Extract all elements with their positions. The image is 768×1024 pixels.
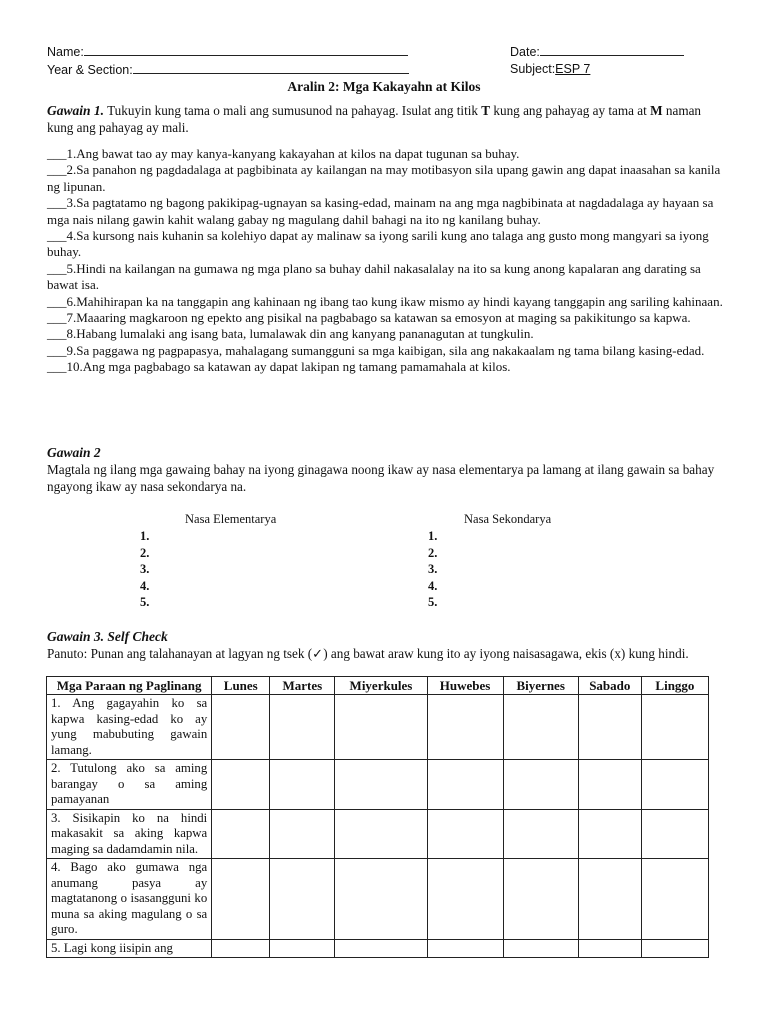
year-section-field[interactable]: [47, 61, 409, 79]
check-cell[interactable]: [427, 695, 503, 760]
self-check-table: [46, 676, 709, 958]
list-number: 3.: [140, 562, 150, 576]
list-number: 3.: [428, 562, 438, 576]
gawain1-item: ___2.Sa panahon ng pagdadalaga at pagbibinata ay kailangan na may motibasyon sila upang gawin ang dapat inaasahan sa kanila ng lipunan.: [47, 162, 721, 194]
check-cell[interactable]: [503, 939, 578, 958]
name-label: Name:: [47, 45, 84, 59]
gawain1-item: ___5.Hindi na kailangan na gumawa ng mga plano sa buhay dahil nakasalalay na ito sa kung anong kapalaran ang darating sa bawat isa.: [47, 260, 701, 293]
subject-field: [510, 61, 590, 78]
list-number: 1.: [428, 529, 438, 543]
check-cell[interactable]: [427, 809, 503, 859]
gawain1-item: ___10.Ang mga pagbabago sa katawan ay dapat lakipan ng tamang pamamahala at kilos.: [47, 359, 511, 375]
col-elementarya-title: Nasa Elementarya: [185, 512, 277, 526]
check-cell[interactable]: [335, 809, 427, 859]
check-cell[interactable]: [503, 809, 578, 859]
check-cell[interactable]: [335, 760, 427, 810]
check-cell[interactable]: [427, 859, 503, 940]
check-cell[interactable]: [212, 695, 270, 760]
panuto-label: Panuto:: [47, 646, 88, 661]
letter-m: M: [650, 103, 663, 118]
check-cell[interactable]: [270, 760, 335, 810]
col-sekondarya-title: Nasa Sekondarya: [464, 512, 552, 526]
year-section-blank[interactable]: [133, 61, 409, 74]
check-cell[interactable]: [641, 859, 708, 940]
column-header: Sabado: [578, 677, 641, 695]
gawain3-panuto: [47, 646, 723, 661]
check-cell[interactable]: [641, 939, 708, 958]
row-statement: 2. Tutulong ako sa aming barangay o sa aming pamayanan: [47, 760, 212, 810]
gawain1-item: ___8.Habang lumalaki ang isang bata, lumalawak din ang kanyang pananagutan at tungkulin.: [47, 326, 534, 342]
letter-t: T: [481, 103, 491, 118]
gawain1-instruction-c: naman kung ang pahayag ay mali.: [47, 103, 702, 135]
gawain1-instruction: [47, 102, 723, 136]
list-number: 2.: [140, 545, 150, 560]
gawain1-instruction-b: kung ang pahayag ay tama at: [490, 103, 651, 118]
row-statement: 5. Lagi kong iisipin ang: [47, 939, 212, 958]
check-cell[interactable]: [270, 695, 335, 760]
name-field[interactable]: [47, 43, 408, 61]
column-header: Miyerkules: [335, 677, 427, 695]
gawain1-item: ___6.Mahihirapan ka na tanggapin ang kahinaan ng ibang tao kung ikaw mismo ay hindi kayang tanggapin ang sariling kahinaan.: [47, 293, 723, 309]
page-title: Aralin 2: Mga Kakayahn at Kilos: [287, 79, 481, 94]
subject-value: ESP 7: [555, 62, 591, 76]
check-cell[interactable]: [578, 939, 641, 958]
check-cell[interactable]: [641, 809, 708, 859]
gawain1-heading: Gawain 1.: [47, 103, 105, 118]
column-header: Mga Paraan ng Paglinang: [47, 677, 212, 695]
list-number: 5.: [428, 595, 438, 609]
check-cell[interactable]: [427, 939, 503, 958]
list-number: 5.: [140, 595, 150, 609]
check-cell[interactable]: [212, 760, 270, 810]
check-cell[interactable]: [335, 695, 427, 760]
gawain2-heading: Gawain 2: [47, 445, 101, 460]
gawain1-item: ___7.Maaaring magkaroon ng epekto ang pisikal na pagbabago sa katawan sa emosyon at maging sa pakikitungo sa kapwa.: [47, 310, 691, 326]
check-cell[interactable]: [335, 939, 427, 958]
list-number: 4.: [428, 578, 438, 593]
date-label: Date:: [510, 45, 540, 59]
gawain1-items: [47, 146, 723, 376]
name-blank[interactable]: [84, 43, 408, 56]
column-header: Biyernes: [503, 677, 578, 695]
check-cell[interactable]: [578, 809, 641, 859]
column-header: Linggo: [641, 677, 708, 695]
row-statement: 3. Sisikapin ko na hindi makasakit sa aking kapwa maging sa dadamdamin nila.: [47, 809, 212, 859]
check-cell[interactable]: [270, 859, 335, 940]
column-header: Lunes: [212, 677, 270, 695]
table-row: [47, 695, 709, 760]
check-cell[interactable]: [641, 695, 708, 760]
row-statement: 4. Bago ako gumawa nga anumang pasya ay magtatanong o isasangguni ko muna sa aking magulang o sa guro.: [47, 859, 212, 940]
check-cell[interactable]: [503, 859, 578, 940]
panuto-text: Punan ang talahanayan at lagyan ng tsek (✓) ang bawat araw kung ito ay iyong naisasagawa, ekis (x) kung hindi.: [87, 646, 689, 661]
check-cell[interactable]: [212, 939, 270, 958]
table-row: [47, 859, 709, 940]
row-statement: 1. Ang gagayahin ko sa kapwa kasing-edad ko ay yung mabubuting gawain lamang.: [47, 695, 212, 760]
gawain1-item: ___3.Sa pagtatamo ng bagong pakikipag-ugnayan sa kasing-edad, mainam na ang mga nagbibinata at nagdadalaga ay hayaan sa mga nais nilang gawin kahit walang gabay ng magulang dahil bahagi na ito ng kanilang buhay.: [47, 195, 714, 227]
check-cell[interactable]: [578, 859, 641, 940]
gawain1-instruction-a: Tukuyin kung tama o mali ang sumusunod na pahayag. Isulat ang titik: [104, 103, 482, 118]
table-row: [47, 939, 709, 958]
check-cell[interactable]: [270, 809, 335, 859]
check-cell[interactable]: [641, 760, 708, 810]
check-cell[interactable]: [503, 695, 578, 760]
list-number: 2.: [428, 545, 438, 560]
date-blank[interactable]: [540, 43, 684, 56]
elementarya-list: [140, 528, 149, 611]
year-section-label: Year & Section:: [47, 63, 133, 77]
check-cell[interactable]: [270, 939, 335, 958]
column-header: Martes: [270, 677, 335, 695]
check-cell[interactable]: [212, 859, 270, 940]
column-header: Huwebes: [427, 677, 503, 695]
gawain2-instruction: Magtala ng ilang mga gawaing bahay na iyong ginagawa noong ikaw ay nasa elementarya pa lamang at ilang gawain sa bahay ngayong ikaw ay nasa sekondarya na.: [47, 462, 715, 494]
list-number: 4.: [140, 578, 150, 593]
check-cell[interactable]: [335, 859, 427, 940]
gawain1-item: ___1.Ang bawat tao ay may kanya-kanyang kakayahan at kilos na dapat tugunan sa buhay.: [47, 146, 520, 161]
table-row: [47, 809, 709, 859]
table-row: [47, 760, 709, 810]
check-cell[interactable]: [503, 760, 578, 810]
list-number: 1.: [140, 529, 150, 543]
check-cell[interactable]: [427, 760, 503, 810]
check-cell[interactable]: [578, 695, 641, 760]
sekondarya-list: [428, 528, 437, 611]
gawain3-heading: Gawain 3. Self Check: [47, 629, 168, 644]
date-field[interactable]: [510, 43, 684, 61]
gawain1-item: ___4.Sa kursong nais kuhanin sa kolehiyo dapat ay malinaw sa iyong sarili kung ano talaga ang gusto mong mangyari sa iyong buhay.: [47, 228, 709, 260]
gawain1-item: ___9.Sa paggawa ng pagpapasya, mahalagang sumangguni sa mga kaibigan, sila ang nakakaalam ng tama bilang kasing-edad.: [47, 342, 705, 358]
subject-label: Subject:: [510, 62, 556, 76]
table-header-row: [47, 677, 709, 695]
check-cell[interactable]: [578, 760, 641, 810]
check-cell[interactable]: [212, 809, 270, 859]
